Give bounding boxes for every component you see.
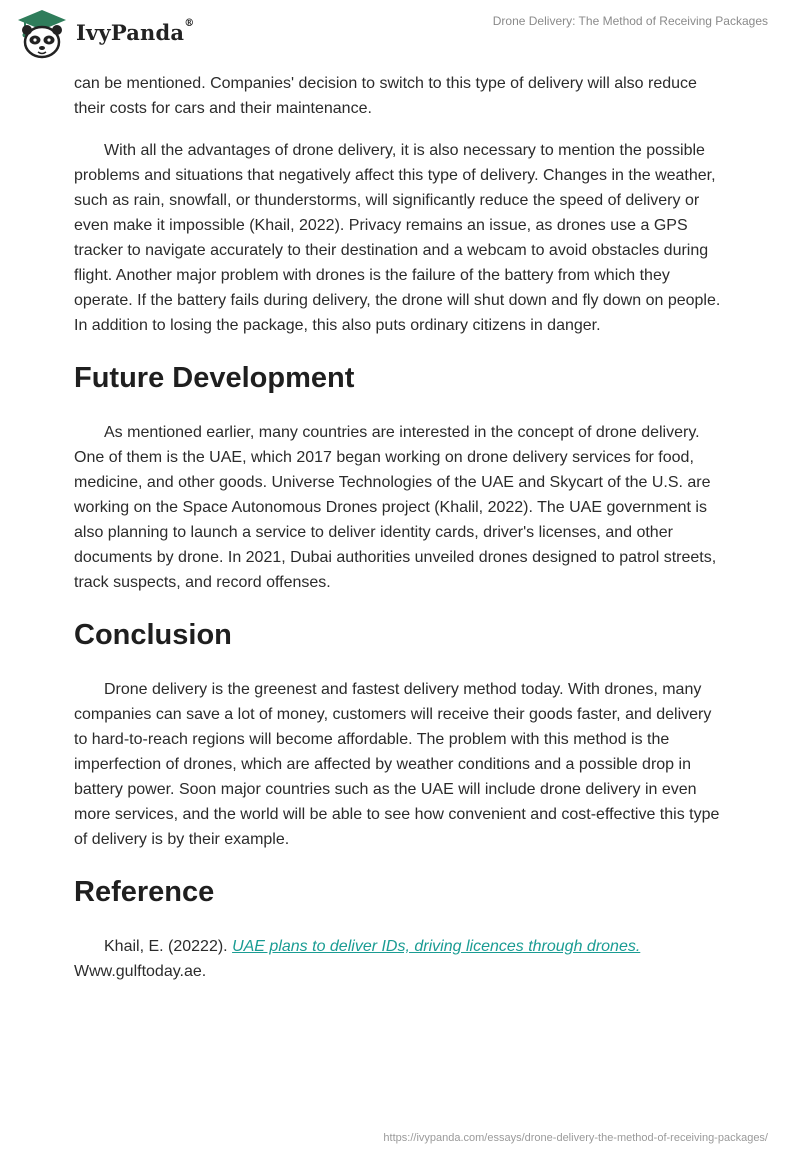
reference-link[interactable]: UAE plans to deliver IDs, driving licences through drones.: [232, 938, 641, 955]
heading-reference: Reference: [74, 876, 215, 908]
brand-text: IvyPanda: [76, 20, 185, 45]
page-header: [0, 0, 800, 70]
paragraph-conclusion: Drone delivery is the greenest and fastest delivery method today. With drones, many companies can save a lot of money, customers will receive their goods faster, and delivery to hard-to-reach regions will become affordable. The problem with this method is the imperfection of drones, which are affected by weather conditions and a possible drop in battery power. Soon major countries such as the UAE will include drone delivery in even more services, and the world will be able to see how convenient and cost-effective this type of delivery is by their example.: [74, 681, 720, 848]
reference-author: Khail, E. (20222).: [104, 938, 233, 955]
paragraph-continued: can be mentioned. Companies' decision to switch to this type of delivery will also reduce their costs for cars and their maintenance.: [74, 75, 697, 117]
registered-mark: ®: [184, 18, 195, 29]
ivypanda-logo-icon[interactable]: [14, 8, 70, 60]
paragraph-problems: With all the advantages of drone delivery, it is also necessary to mention the possible problems and situations that negatively affect this type of delivery. Changes in the weather, such as rain, snowfall, or thunderstorms, will significantly reduce the speed of delivery or even make it impossible (Khail, 2022). Privacy remains an issue, as drones use a GPS tracker to navigate accurately to their destination and a webcam to avoid obstacles during flight. Another major problem with drones is the failure of the battery from which they operate. If the battery fails during delivery, the drone will shut down and fly down on people. In addition to losing the package, this also puts ordinary citizens in danger.: [74, 142, 721, 334]
heading-conclusion: Conclusion: [74, 619, 232, 651]
paragraph-future: As mentioned earlier, many countries are interested in the concept of drone delivery. One of them is the UAE, which 2017 began working on drone delivery services for food, medicine, and other goods. Universe Technologies of the UAE and Skycart of the U.S. are working on the Space Autonomous Drones project (Khalil, 2022). The UAE government is also planning to launch a service to deliver identity cards, driver's licenses, and other documents by drone. In 2021, Dubai authorities unveiled drones designed to patrol streets, track suspects, and record offenses.: [74, 424, 717, 591]
heading-future-development: Future Development: [74, 362, 355, 394]
reference-entry: [74, 934, 728, 984]
reference-source: Www.gulftoday.ae.: [74, 963, 207, 980]
brand-name[interactable]: [76, 20, 194, 45]
document-title: Drone Delivery: The Method of Receiving Packages: [492, 14, 768, 28]
essay-content: [74, 71, 728, 984]
footer-url[interactable]: https://ivypanda.com/essays/drone-delivery-the-method-of-receiving-packages/: [383, 1132, 768, 1144]
